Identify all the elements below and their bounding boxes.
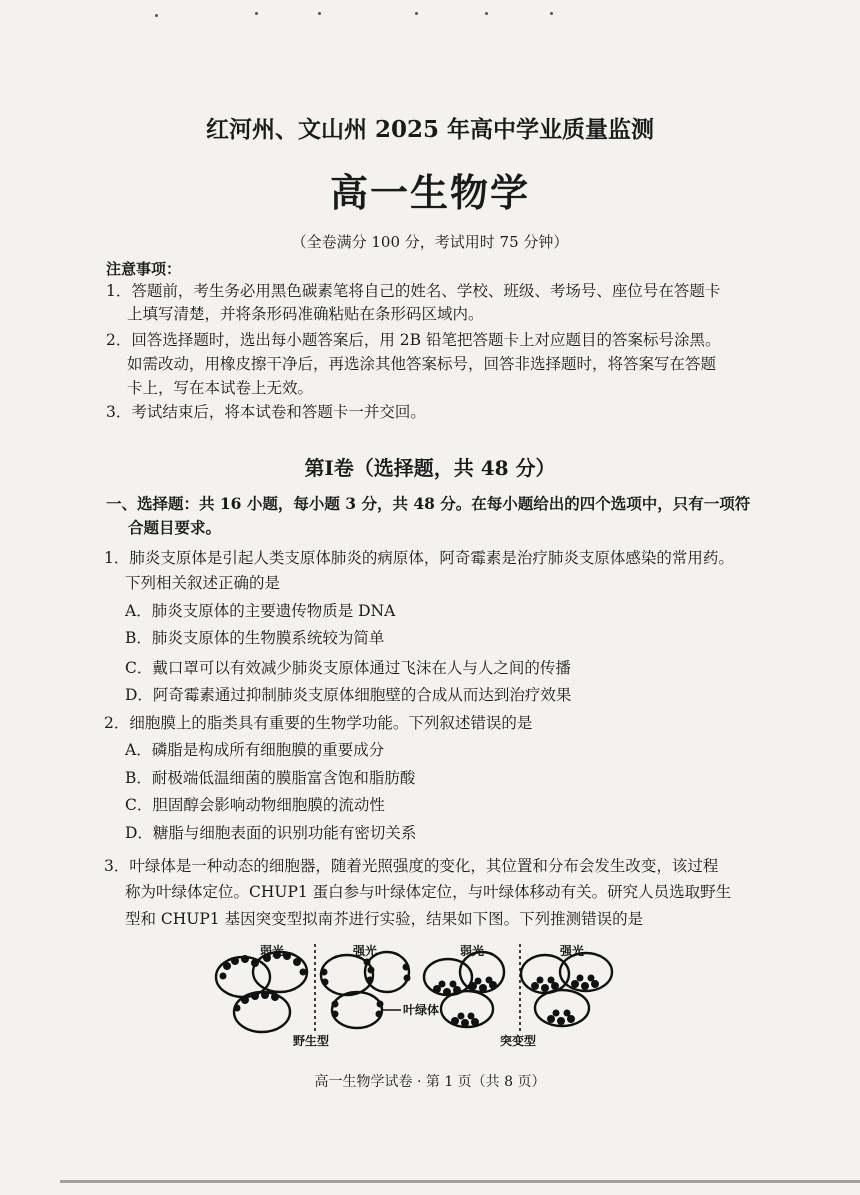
notice-item: 1．答题前，考生务必用黑色碳素笔将自己的姓名、学校、班级、考场号、座位号在答题卡 <box>106 282 721 300</box>
scan-speck <box>550 12 553 15</box>
chloroplast-dot <box>571 980 579 988</box>
chloroplast-dot <box>468 1013 475 1020</box>
scan-speck <box>255 12 258 15</box>
question-3-stem: 称为叶绿体定位。CHUP1 蛋白参与叶绿体定位，与叶绿体移动有关。研究人员选取野生 <box>125 883 732 901</box>
chloroplast-dot <box>541 984 549 992</box>
chloroplast-dot <box>322 979 329 986</box>
chloroplast-dot <box>368 967 375 974</box>
chloroplast-dot <box>588 975 595 982</box>
chloroplast-dot <box>479 984 487 992</box>
chloroplast-dot <box>581 982 589 990</box>
chloroplast-dot <box>251 992 259 1000</box>
chloroplast-dot <box>548 977 555 984</box>
chloroplast-dot <box>332 1011 339 1018</box>
question-2-option-c: C．胆固醇会影响动物细胞膜的流动性 <box>125 796 385 814</box>
question-1-option-d: D．阿奇霉素通过抑制肺炎支原体细胞壁的合成从而达到治疗效果 <box>125 686 572 704</box>
question-1-option-c: C．戴口罩可以有效减少肺炎支原体通过飞沫在人与人之间的传播 <box>125 659 571 677</box>
question-2-option-a: A．磷脂是构成所有细胞膜的重要成分 <box>125 741 385 759</box>
notice-item: 如需改动，用橡皮擦干净后，再选涂其他答案标号，回答非选择题时，将答案写在答题 <box>127 355 717 373</box>
cell-outline <box>332 992 382 1028</box>
chloroplast-dot <box>537 977 544 984</box>
question-2-option-b: B．耐极端低温细菌的膜脂富含饱和脂肪酸 <box>125 769 416 787</box>
chloroplast-dot <box>443 988 451 996</box>
label-strong-light-wildtype: 强光 <box>353 944 378 958</box>
chloroplast-dot <box>364 959 371 966</box>
label-wildtype: 野生型 <box>293 1034 330 1048</box>
label-strong-light-mutant: 强光 <box>560 944 585 958</box>
chloroplast-dot <box>461 1019 469 1027</box>
chloroplast-dot <box>261 991 269 999</box>
exam-title-region: 红河州、文山州 2025 年高中学业质量监测 <box>205 116 655 143</box>
page-footer: 高一生物学试卷 · 第 1 页（共 8 页） <box>314 1074 546 1090</box>
chloroplast-dot <box>271 993 279 1001</box>
question-3-stem: 型和 CHUP1 基因突变型拟南芥进行实验，结果如下图。下列推测错误的是 <box>125 910 644 928</box>
question-1-stem: 下列相关叙述正确的是 <box>125 574 281 592</box>
chloroplast-dot <box>451 1017 459 1025</box>
scan-speck <box>485 12 488 15</box>
chloroplast-dot <box>564 1010 571 1017</box>
chloroplast-dot <box>531 982 539 990</box>
section-title: 第Ⅰ卷（选择题，共 48 分） <box>304 456 556 480</box>
chloroplast-dot <box>376 1011 383 1018</box>
exam-score-note: （全卷满分 100 分，考试用时 75 分钟） <box>291 233 569 251</box>
chloroplast-dot <box>458 1013 465 1020</box>
question-2-stem: 2．细胞膜上的脂类具有重要的生物学功能。下列叙述错误的是 <box>104 714 533 732</box>
notice-item: 2．回答选择题时，选出每小题答案后，用 2B 铅笔把答题卡上对应题目的答案标号涂黑。 <box>106 331 721 349</box>
notice-item: 上填写清楚，并将条形码准确粘贴在条形码区域内。 <box>127 305 484 323</box>
chloroplast-dot <box>403 964 410 971</box>
chloroplast-dot <box>223 962 231 970</box>
chloroplast-dot <box>367 977 374 984</box>
chloroplast-dot <box>450 981 457 988</box>
label-weak-light-wildtype: 弱光 <box>260 944 285 958</box>
chloroplast-dot <box>220 973 227 980</box>
chloroplast-dot <box>231 957 239 965</box>
chloroplast-dot <box>300 969 307 976</box>
scan-speck <box>415 12 418 15</box>
question-1-option-a: A．肺炎支原体的主要遗传物质是 DNA <box>125 602 396 620</box>
label-chloroplast: 叶绿体 <box>403 1003 440 1017</box>
scan-edge-line <box>60 1180 860 1183</box>
notice-heading: 注意事项： <box>106 260 182 278</box>
chloroplast-dot <box>241 996 249 1004</box>
chloroplast-dot <box>439 981 446 988</box>
section-instruction: 一、选择题：共 16 小题，每小题 3 分，共 48 分。在每小题给出的四个选项中，只有一项符 <box>106 494 751 513</box>
chloroplast-dot <box>577 975 584 982</box>
question-1-option-b: B．肺炎支原体的生物膜系统较为简单 <box>125 629 385 647</box>
scan-speck <box>155 14 158 17</box>
chloroplast-dot <box>377 1001 384 1008</box>
scan-speck <box>318 12 321 15</box>
chloroplast-dot <box>332 1001 339 1008</box>
notice-item: 3．考试结束后，将本试卷和答题卡一并交回。 <box>106 403 426 421</box>
label-mutant: 突变型 <box>500 1034 537 1048</box>
chloroplast-dot <box>557 1017 565 1025</box>
exam-subject-title: 高一生物学 <box>329 170 530 215</box>
question-2-option-d: D．糖脂与细胞表面的识别功能有密切关系 <box>125 824 417 842</box>
chloroplast-dot <box>251 959 259 967</box>
chloroplast-dot <box>404 975 411 982</box>
chloroplast-dot <box>547 1015 555 1023</box>
chloroplast-dot <box>486 977 493 984</box>
label-weak-light-mutant: 弱光 <box>460 944 485 958</box>
chloroplast-dot <box>475 978 482 985</box>
cell-outline <box>253 952 307 992</box>
chloroplast-dot <box>241 955 249 963</box>
chloroplast-dot <box>293 958 301 966</box>
chloroplast-dot <box>321 969 328 976</box>
section-instruction: 合题目要求。 <box>128 518 222 537</box>
chloroplast-dot <box>234 1005 241 1012</box>
chloroplast-dot <box>283 952 291 960</box>
notice-item: 卡上，写在本试卷上无效。 <box>127 379 314 397</box>
question-3-stem: 3．叶绿体是一种动态的细胞器，随着光照强度的变化，其位置和分布会发生改变，该过程 <box>104 857 719 875</box>
chloroplast-position-figure <box>205 942 625 1052</box>
question-1-stem: 1．肺炎支原体是引起人类支原体肺炎的病原体，阿奇霉素是治疗肺炎支原体感染的常用药。 <box>104 549 734 567</box>
chloroplast-dot <box>553 1010 560 1017</box>
